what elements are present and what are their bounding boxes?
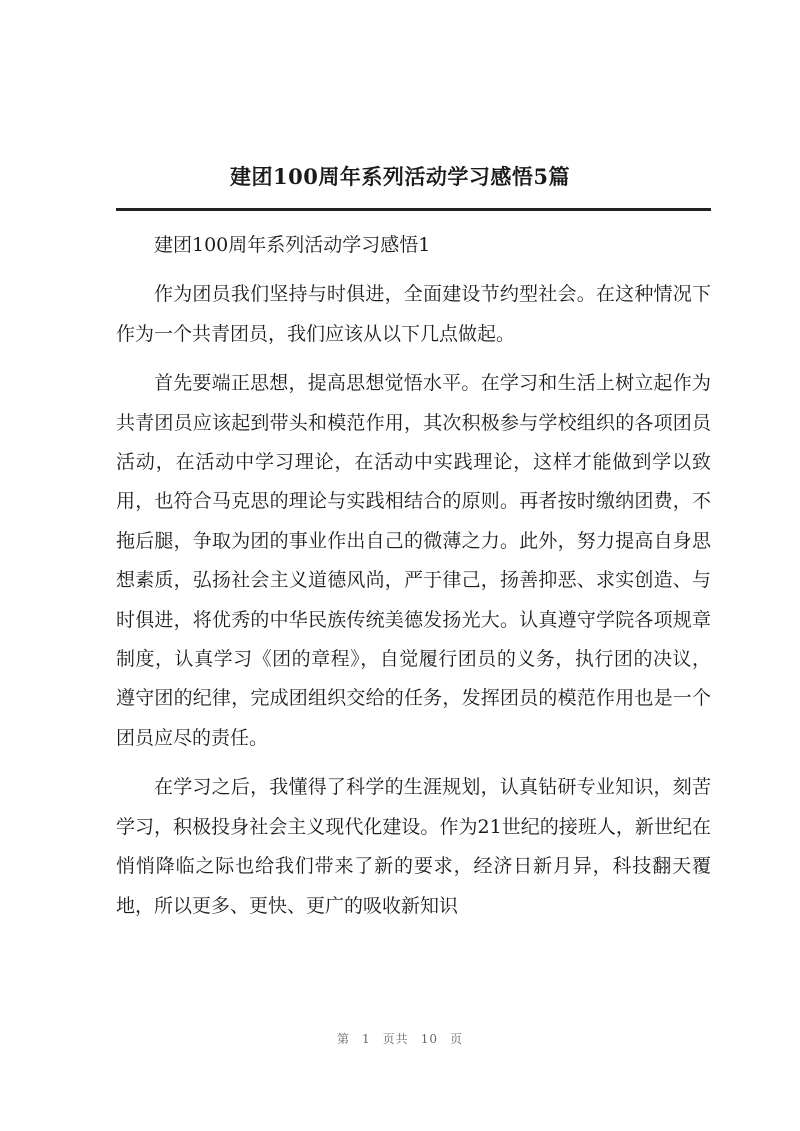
paragraph: 在学习之后，我懂得了科学的生涯规划，认真钻研专业知识，刻苦学习，积极投身社会主义现代化建设。作为21世纪的接班人，新世纪在悄悄降临之际也给我们带来了新的要求，经济日新月异，科技翻天覆地，所以更多、更快、更广的吸收新知识 <box>116 776 711 917</box>
title-divider <box>116 208 711 211</box>
page-footer <box>0 1030 800 1047</box>
document-title: 建团100周年系列活动学习感悟5篇 <box>230 164 570 189</box>
footer-middle: 页共 <box>382 1032 409 1046</box>
footer-prefix: 第 <box>337 1032 351 1046</box>
paragraph: 首先要端正思想，提高思想觉悟水平。在学习和生活上树立起作为共青团员应该起到带头和模范作用，其次积极参与学校组织的各项团员活动，在活动中学习理论，在活动中实践理论，这样才能做到学以致用，也符合马克思的理论与实践相结合的原则。再者按时缴纳团费，不拖后腿，争取为团的事业作出自己的微薄之力。此外，努力提高自身思想素质，弘扬社会主义道德风尚，严于律己，扬善抑恶、求实创造、与时俱进，将优秀的中华民族传统美德发扬光大。认真遵守学院各项规章制度，认真学习《团的章程》，自觉履行团员的义务，执行团的决议，遵守团的纪律，完成团组织交给的任务，发挥团员的模范作用也是一个团员应尽的责任。 <box>116 372 711 749</box>
footer-suffix: 页 <box>449 1032 463 1046</box>
section-heading: 建团100周年系列活动学习感悟1 <box>154 234 431 256</box>
document-body <box>116 226 711 926</box>
paragraph: 作为团员我们坚持与时俱进，全面建设节约型社会。在这种情况下作为一个共青团员，我们应该从以下几点做起。 <box>116 283 711 345</box>
footer-total-pages: 10 <box>420 1032 438 1046</box>
footer-current-page: 1 <box>362 1032 371 1046</box>
